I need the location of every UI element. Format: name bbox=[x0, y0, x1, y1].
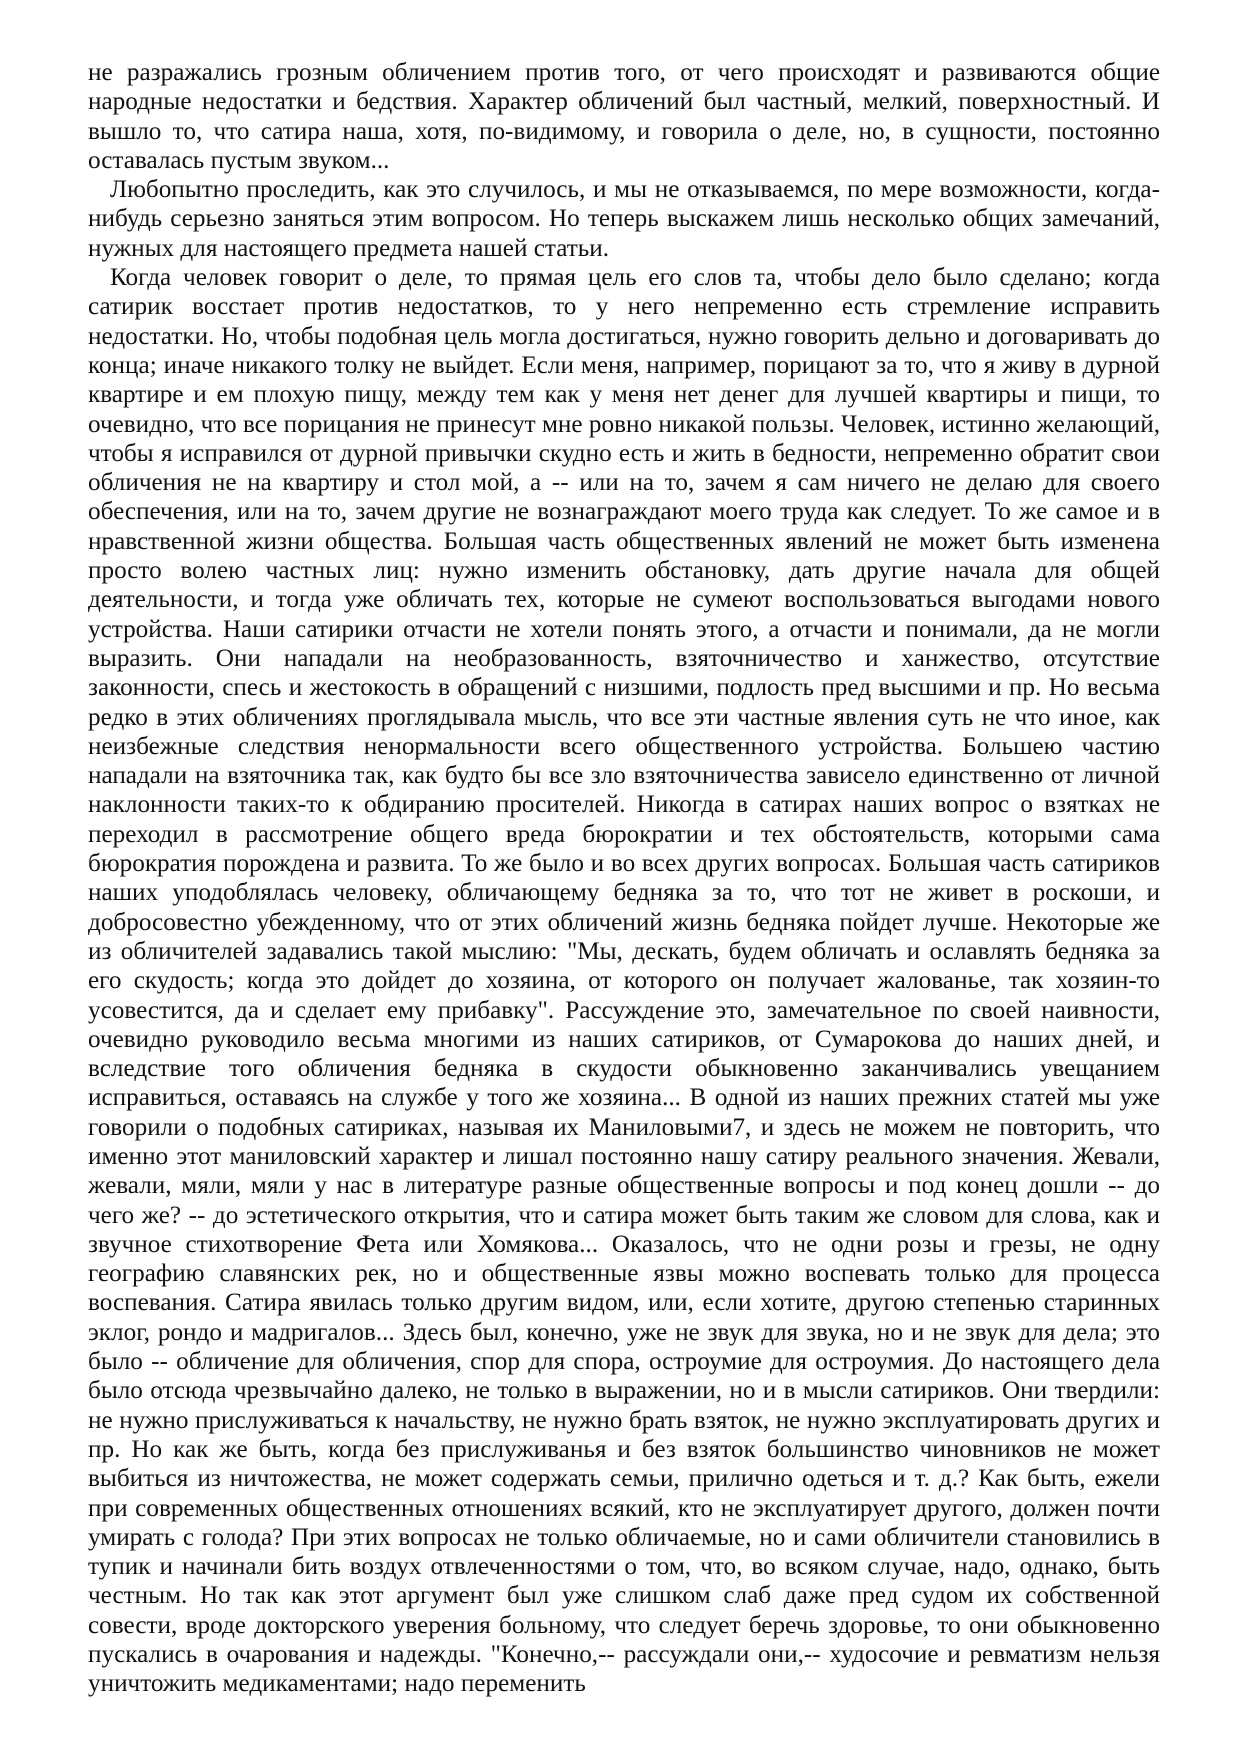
paragraph: Любопытно проследить, как это случилось, и мы не отказываемся, по мере возможности, когда-нибудь серьезно заняться этим вопросом. Но теперь выскажем лишь несколько общих замечаний, нужных для настоящего предмета нашей статьи. bbox=[88, 176, 1160, 262]
paragraph: Когда человек говорит о деле, то прямая цель его слов та, чтобы дело было сделано; когда сатирик восстает против недостатков, то у него непременно есть стремление исправить недостатки. Но, чтобы подобная цель могла достигаться, нужно говорить дельно и договаривать до конца; иначе никакого толку не выйдет. Если меня, например, порицают за то, что я живу в дурной квартире и ем плохую пищу, между тем как у меня нет денег для лучшей квартиры и пищи, то очевидно, что все порицания не принесут мне ровно никакой пользы. Человек, истинно желающий, чтобы я исправился от дурной привычки скудно есть и жить в бедности, непременно обратит свои обличения не на квартиру и стол мой, а -- или на то, зачем я сам ничего не делаю для своего обеспечения, или на то, зачем другие не вознаграждают моего труда как следует. То же самое и в нравственной жизни общества. Большая часть общественных явлений не может быть изменена просто волею частных лиц: нужно изменить обстановку, дать другие начала для общей деятельности, и тогда уже обличать тех, которые не сумеют воспользоваться выгодами нового устройства. Наши сатирики отчасти не хотели понять этого, а отчасти и понимали, да не могли выразить. Они нападали на необразованность, взяточничество и ханжество, отсутствие законности, спесь и жестокость в обращений с низшими, подлость пред высшими и пр. Но весьма редко в этих обличениях проглядывала мысль, что все эти частные явления суть не что иное, как неизбежные следствия ненормальности всего общественного устройства. Большею частию нападали на взяточника так, как будто бы все зло взяточничества зависело единственно от личной наклонности таких-то к обдиранию просителей. Никогда в сатирах наших вопрос о взятках не переходил в рассмотрение общего вреда бюрократии и тех обстоятельств, которыми сама бюрократия порождена и развита. То же было и во всех других вопросах. Большая часть сатириков наших уподоблялась человеку, обличающему бедняка за то, что тот не живет в роскоши, и добросовестно убежденному, что от этих обличений жизнь бедняка пойдет лучше. Некоторые же из обличителей задавались такой мыслию: "Мы, дескать, будем обличать и ославлять бедняка за его скудость; когда это дойдет до хозяина, от которого он получает жалованье, так хозяин-то усовестится, да и сделает ему прибавку". Рассуждение это, замечательное по своей наивности, очевидно руководило весьма многими из наших сатириков, от Сумарокова до наших дней, и вследствие того обличения бедняка в скудости обыкновенно заканчивались увещанием исправиться, оставаясь на службе у того же хозяина... В одной из наших прежних статей мы уже говорили о подобных сатириках, называя их Маниловыми7, и здесь не можем не повторить, что именно этот маниловский характер и лишал постоянно нашу сатиру реального значения. Жевали, жевали, мяли, мяли у нас в литературе разные общественные вопросы и под конец дошли -- до чего же? -- до эстетического открытия, что и сатира может быть таким же словом для слова, как и звучное стихотворение Фета или Хомякова... Оказалось, что не одни розы и грезы, не одну географию славянских рек, но и общественные язвы можно воспевать только для процесса воспевания. Сатира явилась только другим видом, или, если хотите, другою степенью старинных эклог, рондо и мадригалов... Здесь был, конечно, уже не звук для звука, но и не звук для дела; это было -- обличение для обличения, спор для спора, остроумие для остроумия. До настоящего дела было отсюда чрезвычайно далеко, не только в выражении, но и в мысли сатириков. Они твердили: не нужно прислуживаться к начальству, не нужно брать взяток, не нужно эксплуатировать других и пр. Но как же быть, когда без прислуживанья и без взяток большинство чиновников не может выбиться из ничтожества, не может содержать семьи, прилично одеться и т. д.? Как быть, ежели при современных общественных отношениях всякий, кто не эксплуатирует другого, должен почти умирать с голода? При этих вопросах не только обличаемые, но и сами обличители становились в тупик и начинали бить воздух отвлеченностями о том, что, во всяком случае, надо, однако, быть честным. Но так как этот аргумент был уже слишком слаб даже пред судом их собственной совести, вроде докторского уверения больному, что следует беречь здоровье, то они обыкновенно пускались в очарования и надежды. "Конечно,-- рассуждали они,-- худосочие и ревматизм нельзя уничтожить медикаментами; надо переменить bbox=[88, 264, 1160, 1698]
paragraph: не разражались грозным обличением против того, от чего происходят и развиваются общие народные недостатки и бедствия. Характер обличений был частный, мелкий, поверхностный. И вышло то, что сатира наша, хотя, по-видимому, и говорила о деле, но, в сущности, постоянно оставалась пустым звуком... bbox=[88, 59, 1160, 174]
